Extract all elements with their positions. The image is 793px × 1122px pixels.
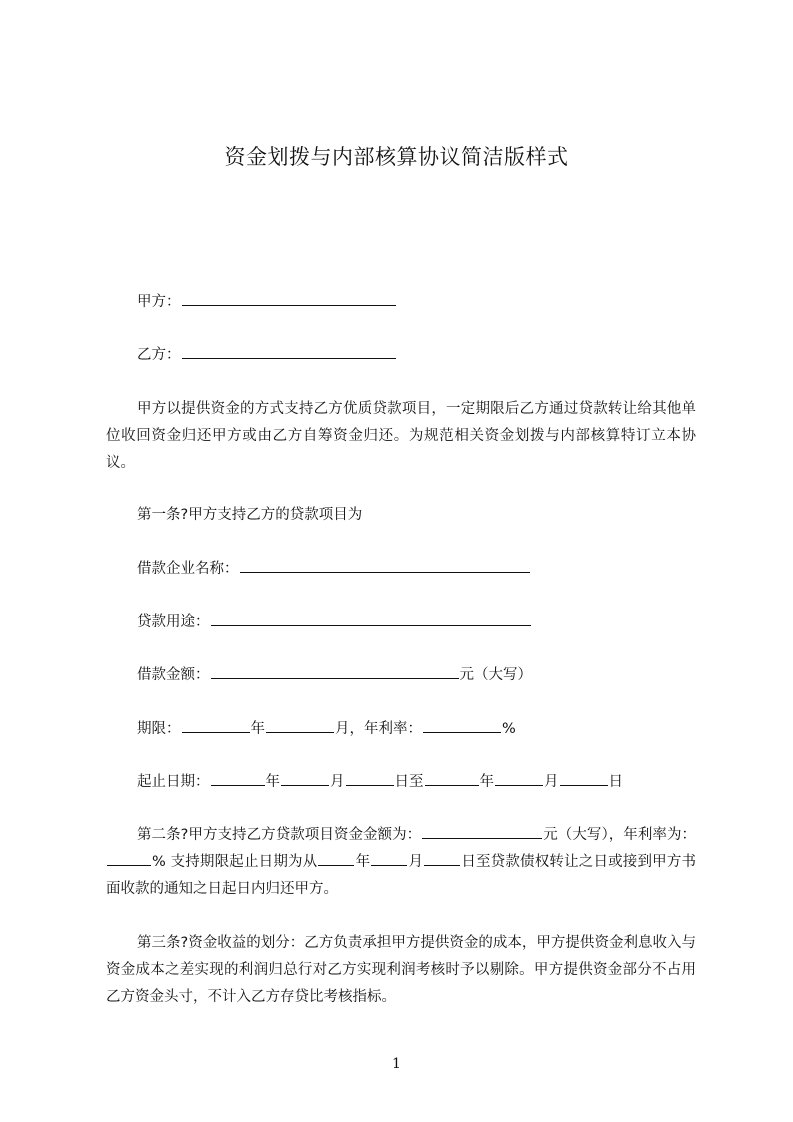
intro-text: 甲方以提供资金的方式支持乙方优质贷款项目，一定期限后乙方通过贷款转让给其他单位收回资金归还甲方或由乙方自筹资金归还。为规范相关资金划拨与内部核算特订立本协议。 xyxy=(106,401,696,471)
borrower-blank xyxy=(240,558,530,573)
loan-amount-line xyxy=(137,664,532,685)
article2-rate-blank xyxy=(107,851,151,866)
end-day-blank xyxy=(560,771,608,786)
document-title: 资金划拨与内部核算协议简洁版样式 xyxy=(224,145,569,169)
end-year-blank xyxy=(425,771,479,786)
article2-year-blank xyxy=(318,851,354,866)
article2-paragraph xyxy=(106,822,696,903)
article2-part4: 日至贷款债权转让之日或接到甲方书面收款的通知之日起日内归还甲方。 xyxy=(106,854,697,897)
rate-blank xyxy=(423,718,501,733)
rate-percent: % xyxy=(502,721,516,737)
loan-amount-suffix: 元（大写） xyxy=(459,667,532,683)
page-number: 1 xyxy=(392,1056,401,1072)
article2-amount-blank xyxy=(422,824,542,839)
loan-amount-label: 借款金额： xyxy=(137,667,210,683)
article1-heading: 第一条?甲方支持乙方的贷款项目为 xyxy=(137,507,363,523)
article2-part2: 元（大写），年利率为： xyxy=(543,827,697,843)
article2-part3: % 支持期限起止日期为从 xyxy=(152,854,318,870)
article3-text: 第三条?资金收益的划分：乙方负责承担甲方提供资金的成本，甲方提供资金利息收入与资金成本之差实现的利润归总行对乙方实现利润考核时予以剔除。甲方提供资金部分不占用乙方资金头寸，不计入乙方存贷比考核指标。 xyxy=(106,935,696,1005)
end-month-blank xyxy=(495,771,543,786)
loan-amount-blank xyxy=(211,664,459,679)
party-a-line xyxy=(137,291,397,312)
start-day-blank xyxy=(346,771,394,786)
start-year: 年 xyxy=(265,774,280,790)
term-label: 期限： xyxy=(137,721,181,737)
party-b-line xyxy=(137,344,397,365)
loan-use-line xyxy=(137,611,532,632)
party-a-blank xyxy=(182,291,396,306)
term-year-blank xyxy=(182,718,250,733)
loan-use-label: 贷款用途： xyxy=(137,614,210,630)
party-b-blank xyxy=(182,344,396,359)
article3-paragraph xyxy=(106,930,696,1011)
start-year-blank xyxy=(211,771,265,786)
end-year: 年 xyxy=(479,774,494,790)
term-line xyxy=(137,718,516,739)
start-end-label: 起止日期： xyxy=(137,774,210,790)
intro-paragraph xyxy=(106,396,696,477)
article2-year: 年 xyxy=(355,854,371,870)
start-month-blank xyxy=(281,771,329,786)
article2-part1: 第二条?甲方支持乙方贷款项目资金金额为： xyxy=(137,827,422,843)
borrower-line xyxy=(137,558,531,579)
term-month-blank xyxy=(266,718,334,733)
article2-month-blank xyxy=(371,851,407,866)
party-a-label: 甲方： xyxy=(137,294,181,310)
start-end-line xyxy=(137,771,623,792)
start-month: 月 xyxy=(330,774,345,790)
borrower-label: 借款企业名称： xyxy=(137,561,239,577)
term-month: 月 xyxy=(335,721,350,737)
rate-label: ，年利率： xyxy=(349,721,422,737)
end-month: 月 xyxy=(544,774,559,790)
end-day: 日 xyxy=(608,774,623,790)
term-year: 年 xyxy=(250,721,265,737)
party-b-label: 乙方： xyxy=(137,347,181,363)
article2-month: 月 xyxy=(408,854,424,870)
loan-use-blank xyxy=(211,611,531,626)
article2-day-blank xyxy=(424,851,460,866)
start-to: 日至 xyxy=(394,774,424,790)
